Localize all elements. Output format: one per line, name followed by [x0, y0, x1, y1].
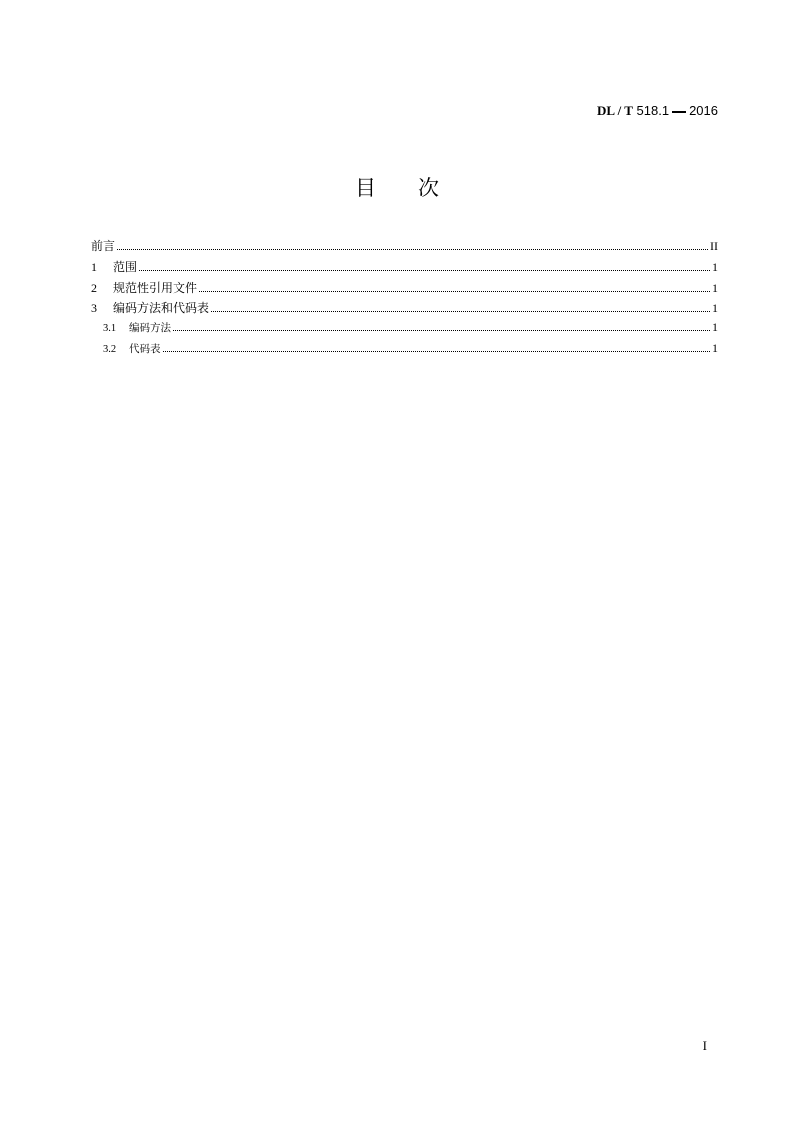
- toc-entry-title: 规范性引用文件: [113, 280, 198, 295]
- toc-entry-coding-method-and-codes[interactable]: [91, 299, 718, 320]
- standard-dash: [672, 111, 686, 113]
- table-of-contents: [91, 237, 718, 362]
- toc-entry-page: 1: [712, 280, 718, 295]
- toc-entry-page: 1: [712, 340, 718, 355]
- toc-entry-normative-references[interactable]: [91, 279, 718, 300]
- toc-entry-title: 前言: [91, 239, 116, 253]
- toc-leader-dots: [211, 310, 710, 312]
- toc-entry-title: 编码方法: [129, 322, 171, 335]
- toc-entry-page: 1: [712, 259, 718, 274]
- page-number: I: [702, 1038, 707, 1053]
- standard-year: 2016: [689, 103, 718, 118]
- standard-prefix: DL / T: [597, 103, 633, 118]
- toc-entry-code-table[interactable]: [91, 341, 718, 362]
- toc-entry-coding-method[interactable]: [91, 320, 718, 341]
- toc-entry-number: 3: [91, 301, 97, 316]
- standard-number: 518.1: [636, 103, 670, 118]
- standard-code: [597, 103, 718, 119]
- page-title: 目 次: [355, 176, 439, 200]
- toc-entry-number: 2: [91, 280, 97, 295]
- toc-entry-title: 代码表: [129, 342, 161, 355]
- toc-entry-number: 3.2: [103, 343, 117, 355]
- toc-entry-title: 编码方法和代码表: [113, 301, 210, 316]
- toc-leader-dots: [139, 269, 710, 271]
- toc-entry-page: 1: [712, 301, 718, 316]
- toc-entry-foreword[interactable]: [91, 237, 718, 258]
- toc-entry-number: 1: [91, 259, 97, 274]
- toc-entry-page: 1: [712, 320, 718, 335]
- toc-entry-title: 范围: [113, 259, 138, 274]
- toc-entry-scope[interactable]: [91, 258, 718, 279]
- toc-leader-dots: [163, 350, 711, 352]
- toc-entry-page: II: [710, 239, 718, 253]
- toc-leader-dots: [117, 248, 708, 250]
- toc-leader-dots: [173, 329, 710, 331]
- toc-leader-dots: [199, 290, 710, 292]
- toc-entry-number: 3.1: [103, 323, 117, 335]
